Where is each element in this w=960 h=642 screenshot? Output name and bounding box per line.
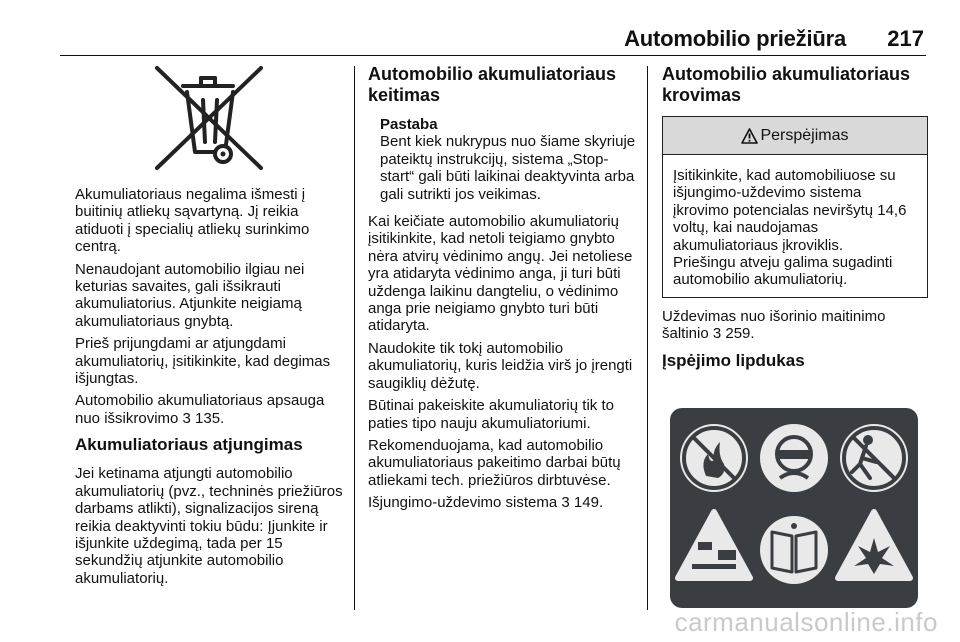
section-heading: Įspėjimo lipdukas (662, 350, 805, 370)
watermark-text: carmanualsonline.info (674, 607, 938, 637)
paragraph[interactable]: Uždevimas nuo išorinio maitinimo šaltinio 3 259. (662, 307, 886, 343)
paragraph: Nenaudojant automobilio ilgiau nei keturias savaites, gali išsikrauti akumuliatorius. Atjunkite neigiamą akumuliatoriaus gnybtą. (75, 260, 305, 330)
note-title: Pastaba (380, 116, 438, 133)
eye-protection-icon (760, 424, 828, 492)
page-title: Automobilio priežiūra (624, 26, 846, 51)
warning-text: Priešingu atveju galima sugadinti automobilio akumuliatorių. (673, 254, 893, 289)
paragraph: Kai keičiate automobilio akumuliatorių įsitikinkite, kad netoli teigiamo gnybto nėra atvirų vėdinimo angų. Jei netoliese yra atidaryta vėdinimo anga, ji turi būti uždenga laikinu dangteliu, o vėdinimo anga prie neigiamo gnybto turi būti atidaryta. (368, 213, 633, 335)
paragraph: Rekomenduojama, kad automobilio akumuliatoriaus pakeitimo darbai būtų atliekami tech. priežiūros dirbtuvėse. (368, 436, 621, 489)
paragraph: Akumuliatoriaus negalima išmesti į buitinių atliekų sąvartyną. Jį reikia atiduoti į specialių atliekų surinkimo centrą. (75, 186, 310, 256)
warning-title: Perspėjimas (760, 126, 849, 144)
header-rule (60, 55, 926, 56)
warning-triangle-icon (741, 128, 758, 144)
column-divider-2 (647, 66, 648, 610)
warning-box (662, 116, 928, 298)
crossed-out-bin-icon (153, 64, 265, 172)
paragraph[interactable]: Išjungimo-uždevimo sistema 3 149. (368, 494, 604, 512)
section-heading: Automobilio akumuliatoriaus keitimas (368, 64, 617, 105)
paragraph: Naudokite tik tokį automobilio akumuliatorių, kuris leidžia virš jo įrengti saugiklių dėžutę. (368, 339, 633, 392)
warning-body (663, 155, 927, 297)
section-heading: Akumuliatoriaus atjungimas (75, 435, 303, 455)
keep-children-away-icon (840, 424, 908, 492)
page-header (60, 26, 926, 54)
column-3 (662, 64, 928, 381)
paragraph: Prieš prijungdami ar atjungdami akumuliatorių, įsitikinkite, kad degimas išjungtas. (75, 335, 331, 388)
column-2 (368, 64, 638, 517)
paragraph: Būtinai pakeiskite akumuliatorių tik to paties tipo nauju akumuliatoriumi. (368, 397, 614, 432)
note-block (380, 116, 638, 203)
column-1 (75, 60, 345, 592)
warning-text: Įsitikinkite, kad automobiliuose su išjungimo-uždevimo sistema įkrovimo potencialas neviršytų 14,6 voltų, kai naudojamas akumuliatoriaus įkroviklis. (673, 167, 907, 254)
paragraph[interactable]: Automobilio akumuliatoriaus apsauga nuo išsikrovimo 3 135. (75, 392, 325, 427)
no-fire-icon (680, 424, 748, 492)
section-heading: Automobilio akumuliatoriaus krovimas (662, 64, 911, 105)
page-number: 217 (887, 26, 924, 51)
battery-warning-label-image (662, 392, 926, 616)
paragraph: Jei ketinama atjungti automobilio akumuliatorių (pvz., techninės priežiūros darbams atlikti), signalizacijos sireną reikia deaktyvinti tokiu būdu: Įjunkite ir išjunkite uždegimą, tada per 15 sekundžių atjunkite automobilio akumuliatorių. (75, 465, 343, 587)
column-divider-1 (354, 66, 355, 610)
note-text: Bent kiek nukrypus nuo šiame skyriuje pateiktų instrukcijų, sistema „Stop-start“ gali būti laikinai deaktyvinta arba gali sutrikti jos veikimas. (380, 133, 636, 203)
read-manual-icon (760, 516, 828, 584)
warning-header (663, 117, 927, 155)
